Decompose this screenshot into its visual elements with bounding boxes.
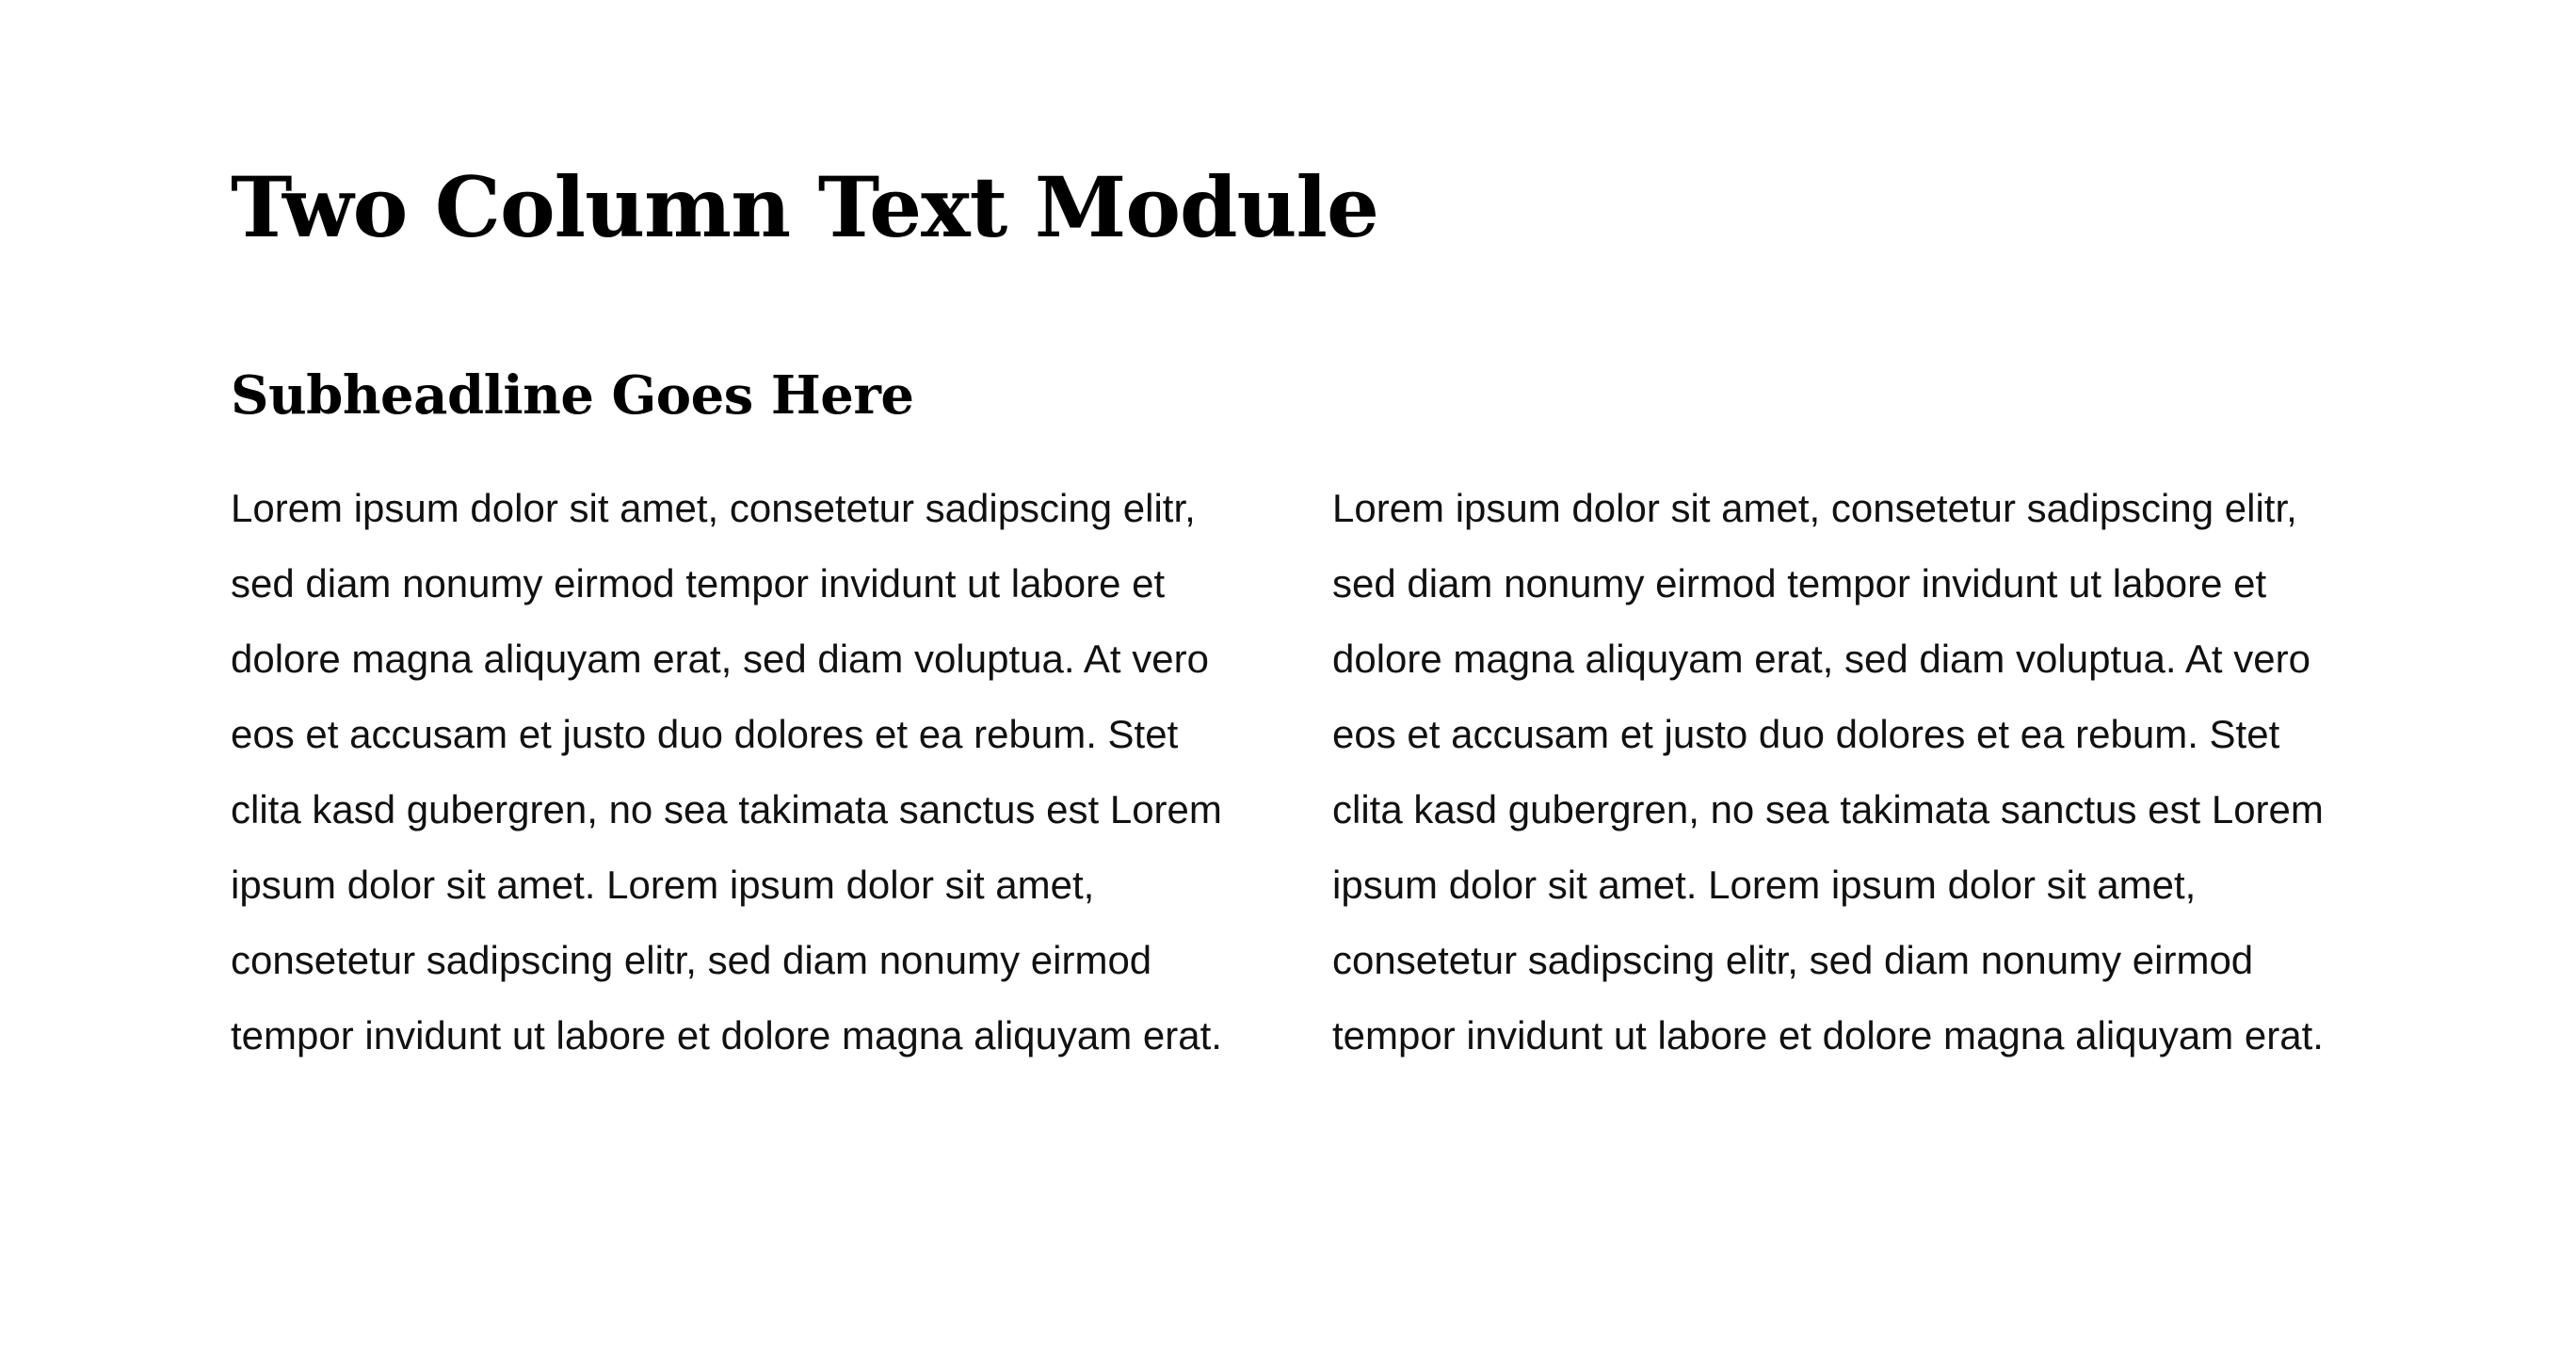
text-column-right: Lorem ipsum dolor sit amet, consetetur sadipscing elitr, sed diam nonumy eirmod tempor invidunt ut labore et dolore magna aliquyam erat, sed diam voluptua. At vero eos et accusam et justo duo dolores et ea rebum. Stet clita kasd gubergren, no sea takimata sanctus est Lorem ipsum dolor sit amet. Lorem ipsum dolor sit amet, consetetur sadipscing elitr, sed diam nonumy eirmod tempor invidunt ut labore et dolore magna aliquyam erat. <box>1332 486 2324 1057</box>
text-column-left: Lorem ipsum dolor sit amet, consetetur sadipscing elitr, sed diam nonumy eirmod tempor invidunt ut labore et dolore magna aliquyam erat, sed diam voluptua. At vero eos et accusam et justo duo dolores et ea rebum. Stet clita kasd gubergren, no sea takimata sanctus est Lorem ipsum dolor sit amet. Lorem ipsum dolor sit amet, consetetur sadipscing elitr, sed diam nonumy eirmod tempor invidunt ut labore et dolore magna aliquyam erat. <box>231 486 1222 1057</box>
subheadline: Subheadline Goes Here <box>231 364 914 427</box>
two-column-text-module <box>231 0 2345 1356</box>
page-title: Two Column Text Module <box>231 158 1378 256</box>
